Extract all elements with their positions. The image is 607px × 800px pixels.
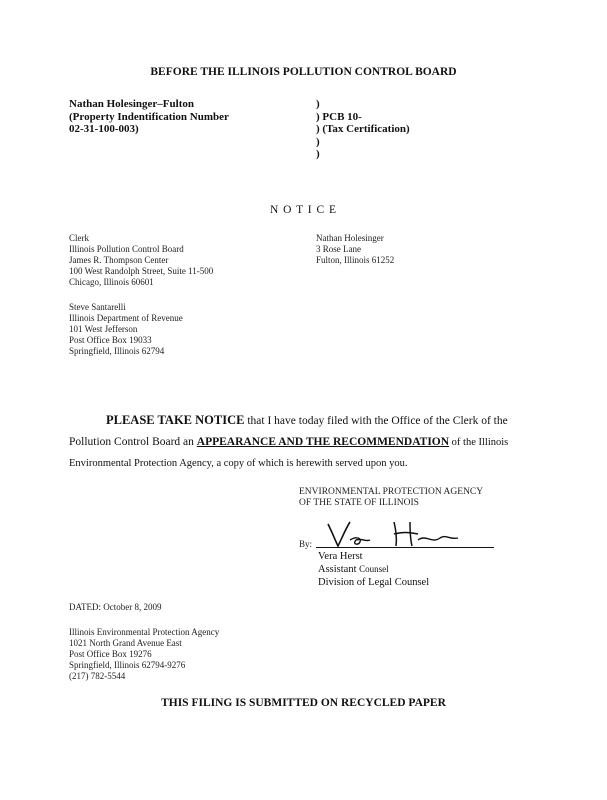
document-title: BEFORE THE ILLINOIS POLLUTION CONTROL BOARD bbox=[150, 66, 457, 78]
recycled-paper-footer: THIS FILING IS SUBMITTED ON RECYCLED PAPER bbox=[161, 697, 446, 709]
santarelli-line-5: Springfield, Illinois 62794 bbox=[69, 346, 165, 356]
signature-stroke-e bbox=[350, 538, 370, 544]
date-line: DATED: October 8, 2009 bbox=[69, 602, 162, 612]
case-number: ) PCB 10- bbox=[316, 110, 362, 123]
santarelli-line-4: Post Office Box 19033 bbox=[69, 335, 152, 345]
clerk-line-1: Clerk bbox=[69, 233, 89, 243]
agency-name bbox=[299, 487, 483, 509]
body-text-3: of the Illinois bbox=[449, 437, 509, 448]
address-line-1: Illinois Environmental Protection Agency bbox=[69, 627, 220, 637]
address-line-3: Post Office Box 19276 bbox=[69, 649, 152, 659]
caption-paren-5: ) bbox=[316, 148, 320, 160]
signer-title-prefix: Assistant bbox=[318, 564, 357, 575]
agency-address bbox=[69, 627, 219, 682]
signer-division: Division of Legal Counsel bbox=[318, 577, 430, 588]
clerk-line-3: James R. Thompson Center bbox=[69, 255, 169, 265]
signer-title bbox=[318, 563, 429, 576]
signer-block bbox=[318, 550, 429, 589]
body-line-3: Environmental Protection Agency, a copy of which is herewith served upon you. bbox=[69, 458, 408, 469]
pin-number: 02-31-100-003) bbox=[69, 123, 139, 135]
address-line-2: 1021 North Grand Avenue East bbox=[69, 638, 182, 648]
please-take-notice: PLEASE TAKE NOTICE bbox=[106, 413, 245, 427]
notice-heading: N O T I C E bbox=[269, 204, 338, 216]
clerk-line-5: Chicago, Illinois 60601 bbox=[69, 277, 154, 287]
clerk-line-4: 100 West Randolph Street, Suite 11-500 bbox=[69, 266, 214, 276]
holesinger-line-1: Nathan Holesinger bbox=[316, 233, 384, 243]
signature-stroke-tail bbox=[418, 537, 458, 540]
case-caption-left bbox=[69, 98, 229, 136]
pin-label: (Property Indentification Number bbox=[69, 110, 229, 123]
body-text-1: that I have today filed with the Office of the Clerk of the bbox=[244, 415, 508, 427]
address-line-4: Springfield, Illinois 62794-9276 bbox=[69, 660, 186, 670]
notice-body bbox=[69, 410, 508, 474]
signature-stroke-v bbox=[328, 522, 350, 546]
recipient-clerk bbox=[69, 233, 213, 288]
signer-title-suffix: Counsel bbox=[359, 564, 389, 574]
by-label: By: bbox=[299, 539, 313, 549]
recipient-holesinger bbox=[316, 233, 394, 266]
address-line-5: (217) 782-5544 bbox=[69, 671, 126, 681]
holesinger-line-3: Fulton, Illinois 61252 bbox=[316, 255, 395, 265]
signature-image bbox=[322, 518, 462, 550]
agency-line-1: ENVIRONMENTAL PROTECTION AGENCY bbox=[299, 487, 484, 497]
agency-line-2: OF THE STATE OF ILLINOIS bbox=[299, 498, 419, 508]
signer-name: Vera Herst bbox=[318, 551, 363, 562]
body-line-2 bbox=[69, 432, 508, 453]
santarelli-line-3: 101 West Jefferson bbox=[69, 324, 138, 334]
caption-paren-1: ) bbox=[316, 98, 320, 110]
signature-stroke-h bbox=[394, 522, 418, 546]
clerk-line-2: Illinois Pollution Control Board bbox=[69, 244, 184, 254]
caption-paren-4: ) bbox=[316, 135, 320, 148]
santarelli-line-2: Illinois Department of Revenue bbox=[69, 313, 183, 323]
holesinger-line-2: 3 Rose Lane bbox=[316, 244, 361, 254]
case-caption-right bbox=[316, 98, 410, 161]
petitioner-name: Nathan Holesinger–Fulton bbox=[69, 98, 194, 110]
document-filed: APPEARANCE AND THE RECOMMENDATION bbox=[196, 436, 450, 448]
body-text-2: Pollution Control Board an bbox=[69, 436, 197, 448]
santarelli-line-1: Steve Santarelli bbox=[69, 302, 126, 312]
case-type: ) (Tax Certification) bbox=[316, 123, 410, 135]
body-line-1 bbox=[69, 410, 508, 432]
recipient-santarelli bbox=[69, 302, 183, 357]
